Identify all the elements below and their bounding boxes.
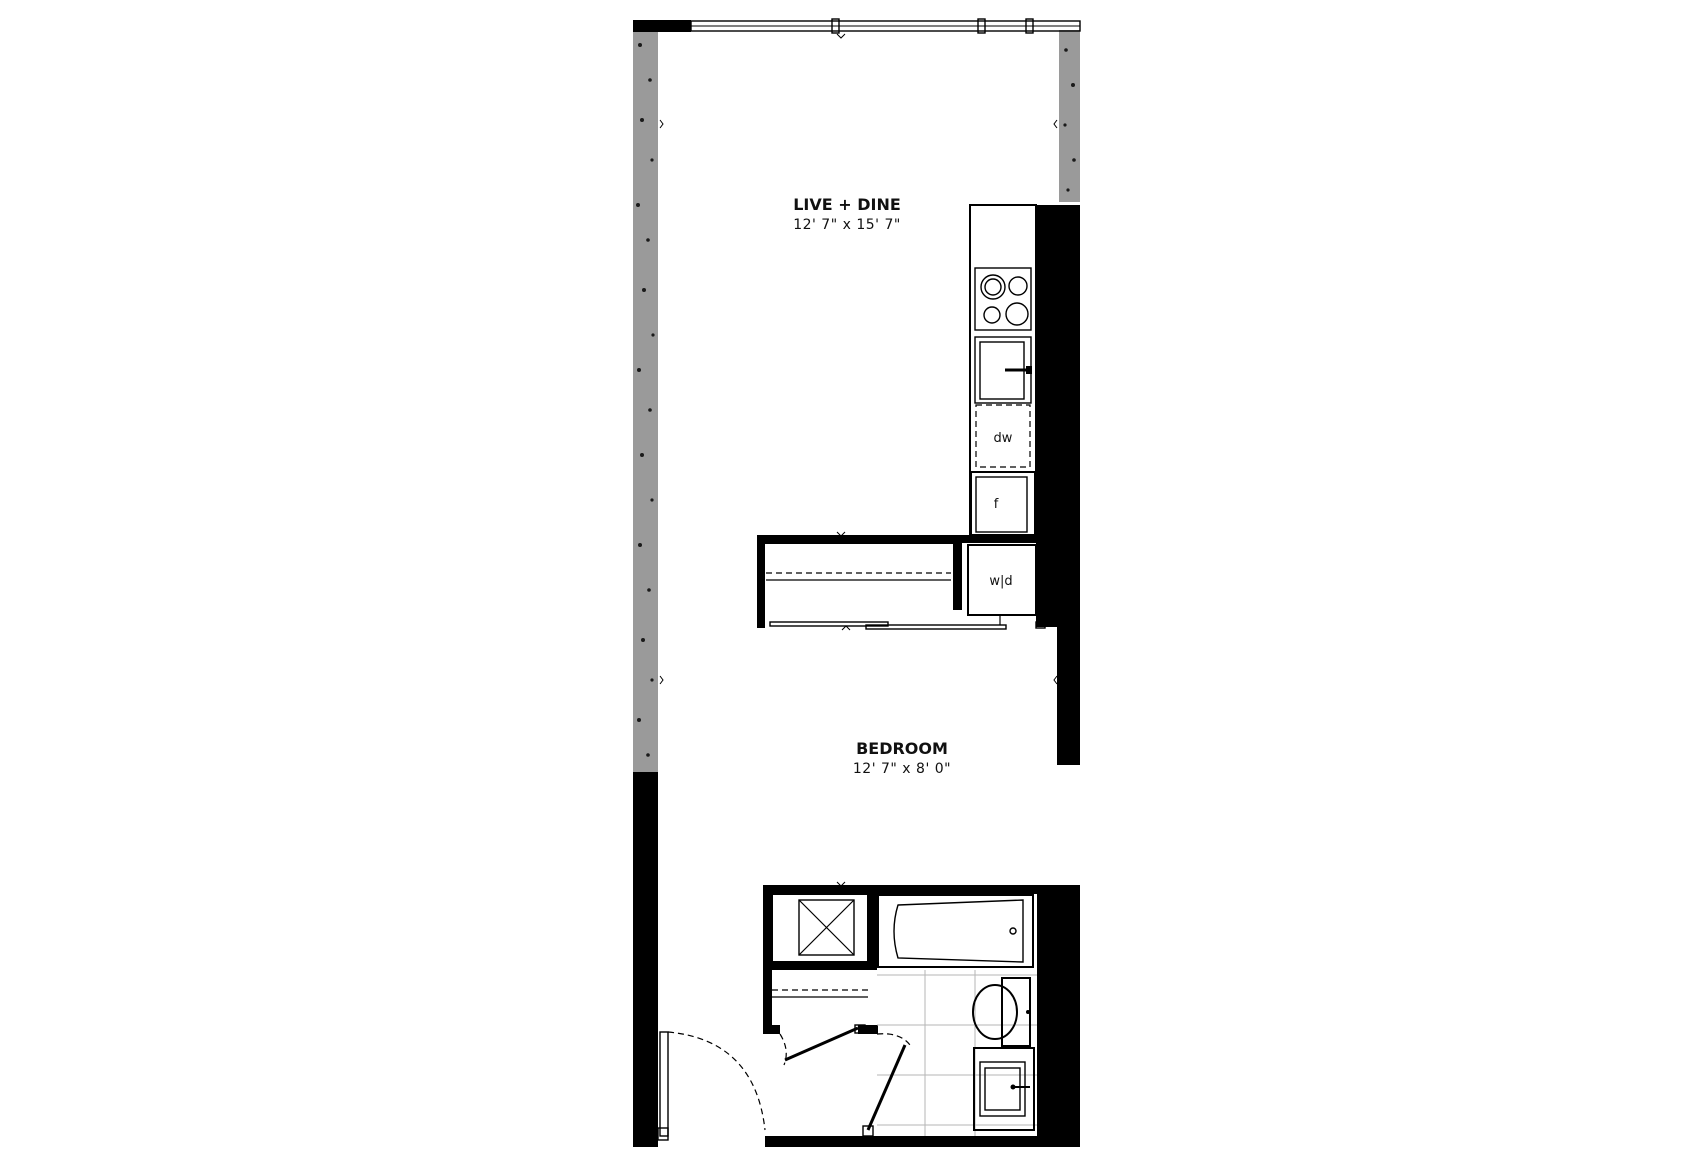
washer-dryer-label: w|d: [989, 574, 1013, 589]
fridge-label: f: [993, 497, 999, 512]
top-window: [633, 19, 1080, 33]
wall-marks: [660, 34, 1057, 886]
bathtub-icon: [878, 895, 1033, 967]
exterior-concrete-walls: [633, 20, 1080, 772]
bedroom-dimensions: 12' 7" x 8' 0": [852, 761, 952, 777]
kitchen-sink-icon: [975, 337, 1032, 403]
room-label-live-dine: [793, 195, 901, 233]
linen-closet-icon: [772, 894, 868, 962]
bedroom-name: BEDROOM: [856, 739, 948, 758]
dishwasher-label: dw: [993, 431, 1013, 446]
toilet-icon: [973, 978, 1030, 1046]
fridge: [971, 472, 1035, 535]
room-label-bedroom: [853, 739, 951, 777]
kitchen-counter: [970, 205, 1036, 535]
washer-dryer: [968, 545, 1045, 628]
closet: [766, 573, 1006, 629]
live-dine-dimensions: 12' 7" x 15' 7": [793, 217, 901, 233]
entry-door: [658, 1032, 765, 1140]
bathroom: [772, 894, 1037, 1136]
live-dine-name: LIVE + DINE: [793, 195, 901, 214]
structural-walls: [633, 205, 1080, 1147]
vanity-sink-icon: [974, 1048, 1034, 1130]
cooktop-icon: [975, 268, 1031, 330]
bathroom-doors: [780, 1025, 910, 1136]
dishwasher: [976, 405, 1030, 467]
